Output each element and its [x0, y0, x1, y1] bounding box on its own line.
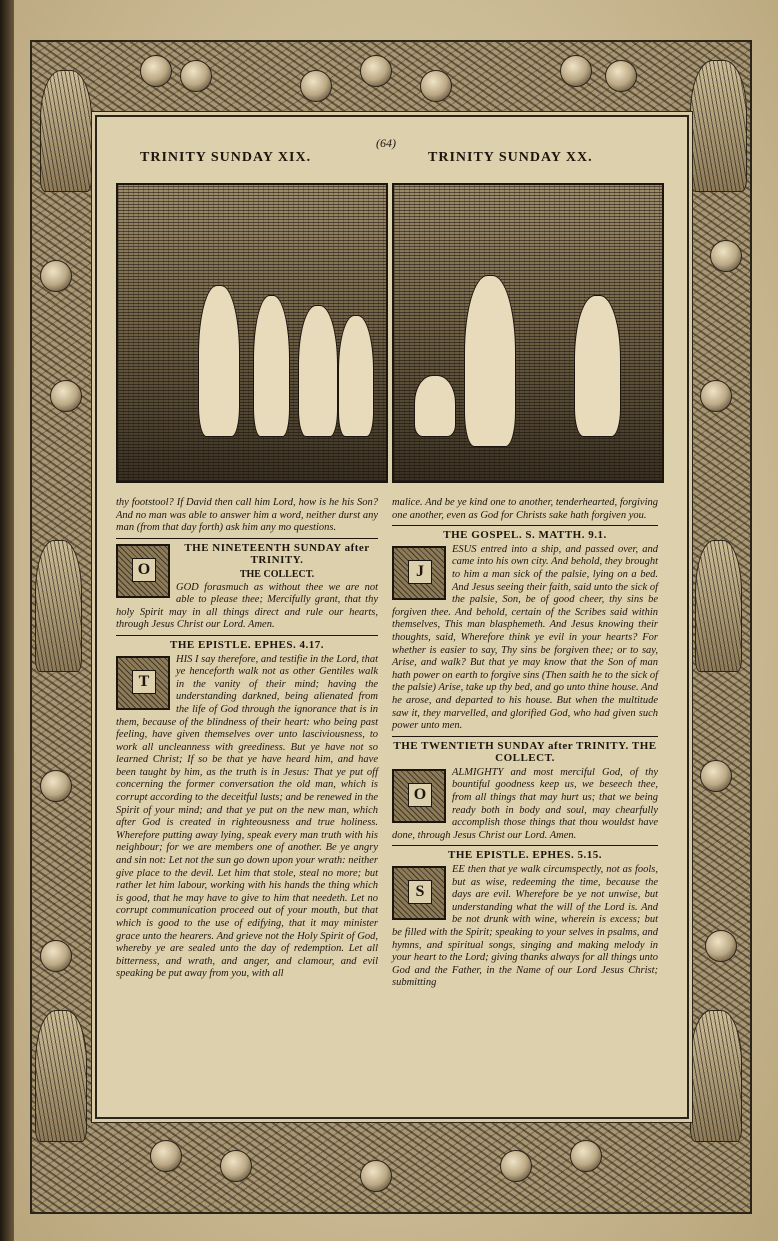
cherub-ornament [140, 55, 172, 87]
engraving-wedding-feast [116, 183, 388, 483]
evangelist-figure [690, 1010, 742, 1142]
engraved-figure [253, 295, 290, 437]
engraved-figure [464, 275, 516, 447]
cherub-ornament [300, 70, 332, 102]
cherub-ornament [40, 770, 72, 802]
cherub-ornament [180, 60, 212, 92]
engraved-figure [338, 315, 374, 437]
engraved-figure [574, 295, 621, 437]
cherub-ornament [700, 760, 732, 792]
gospel-title: THE GOSPEL. S. MATTH. 9.1. [443, 529, 607, 542]
cherub-ornament [360, 1160, 392, 1192]
drop-cap: T [132, 670, 156, 694]
divider [392, 736, 658, 737]
left-column [116, 497, 378, 981]
collect-text: GOD forasmuch as without thee we are not able to please thee; Mercifully grant, that thy holy Spirit may in all things direct and rule our hearts, through Jesus Christ our Lord. Amen. [116, 581, 378, 631]
page-number: (64) [376, 136, 396, 150]
drop-cap-frame [392, 546, 446, 600]
drop-cap-frame [116, 544, 170, 598]
collect-title: THE COLLECT. [239, 568, 315, 580]
divider [116, 635, 378, 636]
evangelist-figure [690, 60, 747, 192]
cherub-ornament [40, 260, 72, 292]
drop-cap: J [408, 560, 432, 584]
cherub-ornament [50, 380, 82, 412]
drop-cap: O [132, 558, 156, 582]
cherub-ornament [220, 1150, 252, 1182]
left-continuation: thy footstool? If David then call him Lord, how is he his Son? And no man was able to answer him a word, neither durst any man (from that day forth) ask him any mo questions. [116, 497, 378, 534]
engraved-figure [414, 375, 456, 437]
evangelist-figure [35, 540, 82, 672]
cherub-ornament [710, 240, 742, 272]
right-continuation: malice. And be ye kind one to another, tenderhearted, forgiving one another, even as God for Christs sake hath forgiven you. [392, 497, 658, 521]
book-gutter [0, 0, 14, 1241]
evangelist-figure [40, 70, 92, 192]
cherub-ornament [705, 930, 737, 962]
engraving-healing-paralytic [392, 183, 664, 483]
running-head-right: TRINITY SUNDAY XX. [428, 150, 593, 165]
drop-cap-frame [392, 866, 446, 920]
epistle-text: HIS I say therefore, and testifie in the Lord, that ye henceforth walk not as other Gentiles walk in the vanity of their mind; having the understanding darkned, being alienated from the life of God through the ignorance that is in them, because of the blindness of their heart: who being past feeling, have given themselves over unto lasciviousness, to work all uncleanness with greediness. But ye have not so learned Christ; If so be that ye have heard him, and have been taught by him, as the truth is in Jesus: That ye put off concerning the former conversation the old man, which is corrupt according to the deceitful lusts; and be renewed in the Spirit of your mind; and that ye put on the new man, which after God is created in righteousness and true holiness. Wherefore putting away lying, speak every man truth with his neighbour; for we are members one of another. Be ye angry and sin not: Let not the sun go down upon your wrath: neither give place to the devil. Let him that stole, steal no more; but rather let him labour, working with his hands the thing which is good, that he may have to give to him that needeth. Let no corrupt communication proceed out of your mouth, but that which is good to the use of edifying, that it may minister grace unto the hearers. And grieve not the Holy Spirit of God, whereby ye are sealed unto the day of redemption. Let all bitterness, and wrath, and anger, and clamour, and evil speaking be put away from you, with all [116, 653, 378, 980]
drop-cap: O [408, 783, 432, 807]
drop-cap-frame [392, 769, 446, 823]
evangelist-figure [695, 540, 742, 672]
engraved-figure [198, 285, 240, 437]
cherub-ornament [700, 380, 732, 412]
cherub-ornament [570, 1140, 602, 1172]
cherub-ornament [605, 60, 637, 92]
epistle-title: THE EPISTLE. EPHES. 4.17. [169, 638, 324, 651]
cherub-ornament [150, 1140, 182, 1172]
evangelist-figure [35, 1010, 87, 1142]
epistle-text: EE then that ye walk circumspectly, not as fools, but as wise, redeeming the time, because the days are evil. Wherefore be ye not unwise, but understanding what the will of the Lord is. And be not drunk with wine, wherein is excess; but be filled with the Spirit; speaking to your selves in psalms, and hymns, and spiritual songs, singing and making melody in your heart to the Lord; giving thanks always for all things unto God and the Father, in the Name of our Lord Jesus Christ; submitting [392, 864, 658, 989]
section-title: THE TWENTIETH SUNDAY after TRINITY. THE COLLECT. [393, 739, 657, 765]
divider [392, 845, 658, 846]
cherub-ornament [500, 1150, 532, 1182]
divider [116, 538, 378, 539]
right-column [392, 497, 658, 990]
cherub-ornament [420, 70, 452, 102]
divider [392, 525, 658, 526]
engraved-figure [298, 305, 338, 437]
cherub-ornament [560, 55, 592, 87]
drop-cap: S [408, 880, 432, 904]
epistle-title: THE EPISTLE. EPHES. 5.15. [447, 849, 602, 862]
cherub-ornament [360, 55, 392, 87]
gospel-text: ESUS entred into a ship, and passed over, and came into his own city. And behold, they brought to him a man sick of the palsie, lying on a bed. And Jesus seeing their faith, said unto the sick of the palsie, Son, be of good cheer, thy sins be forgiven thee. And behold, certain of the Scribes said within themselves, This man blasphemeth. And Jesus knowing their thoughts, said, Wherefore think ye evil in your hearts? For whether is easier to say, Thy sins be forgiven thee; or to say, Arise, and walk? But that ye may know that the Son of man hath power on earth to forgive sins (Then saith he to the sick of the palsie) Arise, take up thy bed, and go unto thine house. And he arose, and departed to his house. But when the multitude saw it, they marvelled, and glorified God, who had given such power unto men. [392, 543, 658, 732]
running-head-left: TRINITY SUNDAY XIX. [140, 150, 312, 165]
cherub-ornament [40, 940, 72, 972]
section-title: THE NINETEENTH SUNDAY after TRINITY. [184, 541, 370, 567]
collect-text: ALMIGHTY and most merciful God, of thy bountiful goodness keep us, we beseech thee, from all things that may hurt us; that we being ready both in body and soul, may chearfully accomplish those things that thou wouldst have done, through Jesus Christ our Lord. Amen. [392, 766, 658, 841]
drop-cap-frame [116, 656, 170, 710]
